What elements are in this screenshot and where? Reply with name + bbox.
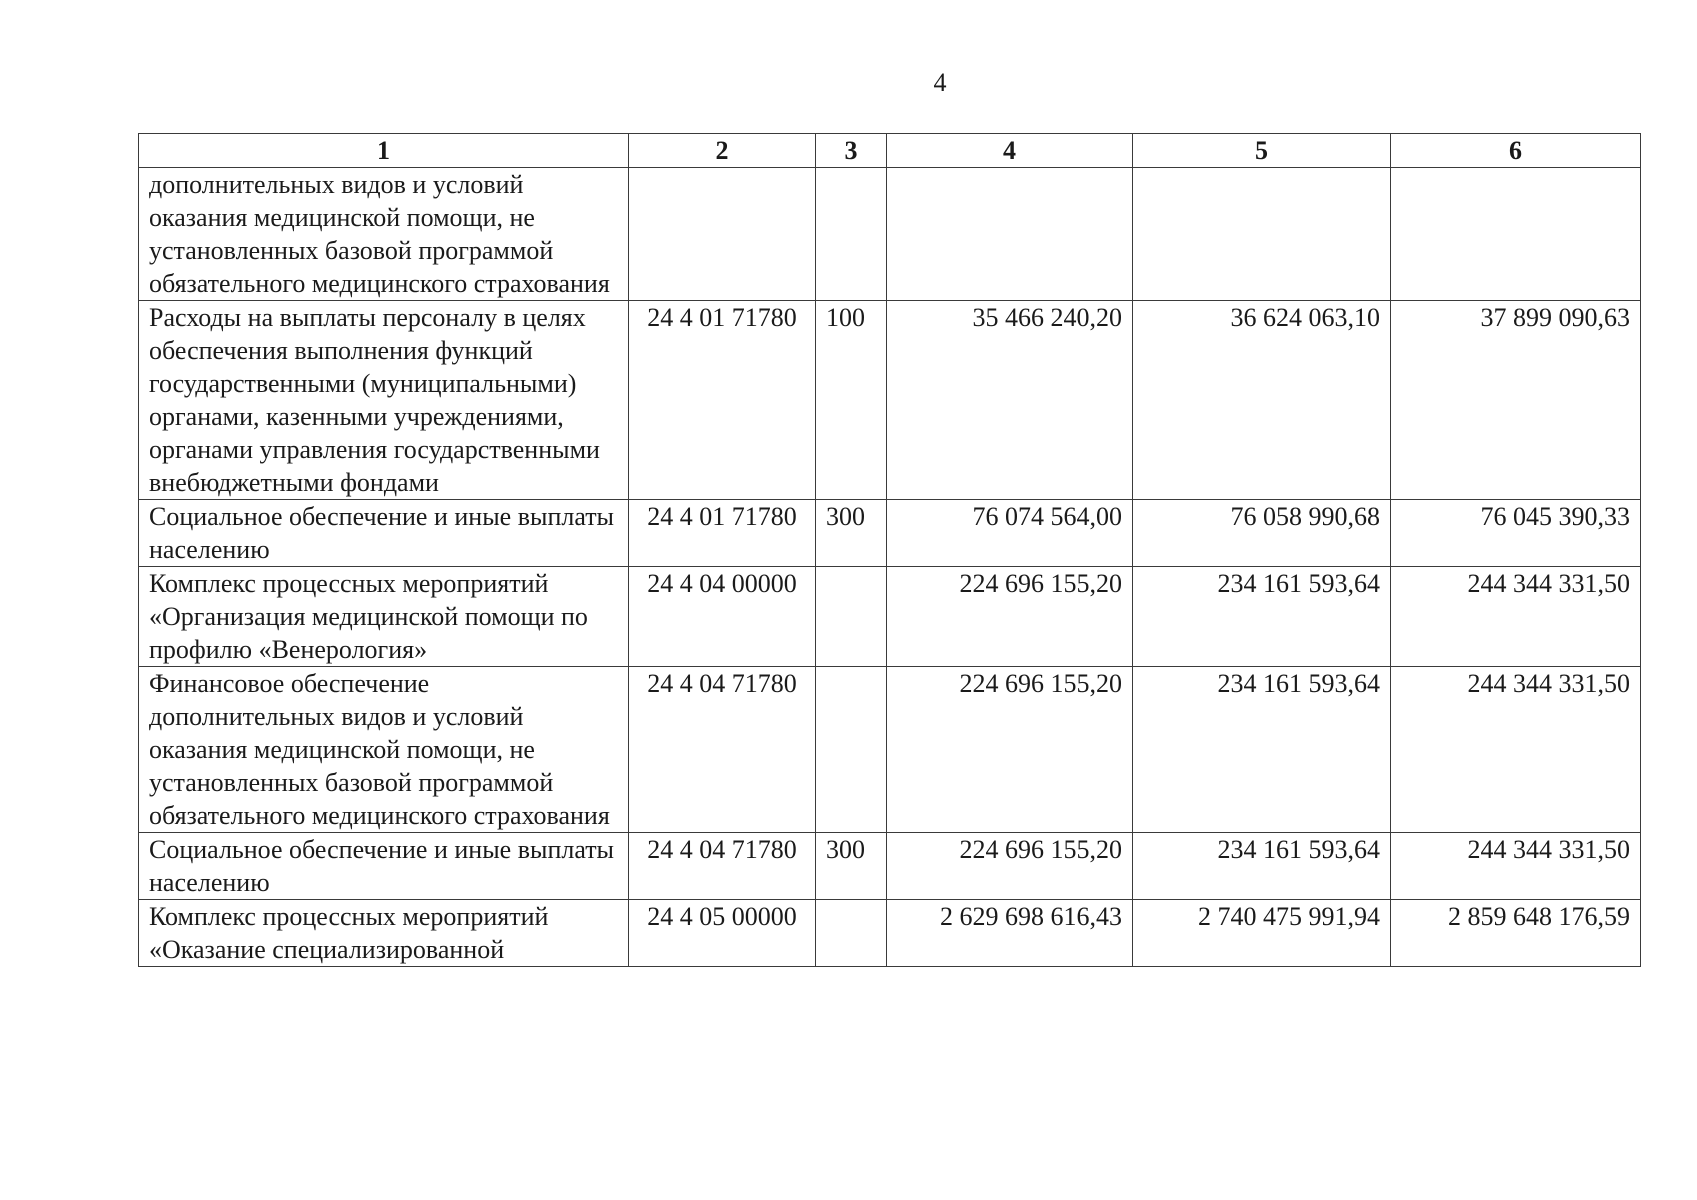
row-value-year3-cell: 37 899 090,63 (1391, 301, 1641, 500)
column-header: 6 (1391, 134, 1641, 168)
column-header: 1 (139, 134, 629, 168)
row-value-year3-cell: 244 344 331,50 (1391, 567, 1641, 667)
row-code-cell: 24 4 01 71780 (629, 301, 816, 500)
table-row (139, 301, 1641, 500)
row-value-year1-cell: 224 696 155,20 (887, 567, 1133, 667)
page-number: 4 (933, 68, 947, 97)
row-name-cell: дополнительных видов и условий оказания медицинской помощи, не установленных базовой программой обязательного медицинского страхования (139, 168, 629, 301)
row-value-year2-cell: 2 740 475 991,94 (1133, 900, 1391, 967)
column-header: 3 (816, 134, 887, 168)
row-code-cell: 24 4 01 71780 (629, 500, 816, 567)
column-header: 5 (1133, 134, 1391, 168)
row-value-year3-cell: 244 344 331,50 (1391, 667, 1641, 833)
row-name-cell: Финансовое обеспечение дополнительных видов и условий оказания медицинской помощи, не установленных базовой программой обязательного медицинского страхования (139, 667, 629, 833)
table-row (139, 168, 1641, 301)
row-value-year2-cell: 234 161 593,64 (1133, 833, 1391, 900)
row-type-cell (816, 567, 887, 667)
row-code-cell: 24 4 04 71780 (629, 833, 816, 900)
table-row (139, 500, 1641, 567)
table-row (139, 667, 1641, 833)
row-value-year1-cell: 224 696 155,20 (887, 833, 1133, 900)
row-value-year3-cell: 2 859 648 176,59 (1391, 900, 1641, 967)
row-type-cell (816, 900, 887, 967)
row-value-year1-cell: 76 074 564,00 (887, 500, 1133, 567)
row-value-year2-cell (1133, 168, 1391, 301)
row-code-cell (629, 168, 816, 301)
row-type-cell: 100 (816, 301, 887, 500)
row-value-year3-cell: 76 045 390,33 (1391, 500, 1641, 567)
table-row (139, 567, 1641, 667)
row-type-cell: 300 (816, 500, 887, 567)
row-code-cell: 24 4 05 00000 (629, 900, 816, 967)
row-name-cell: Социальное обеспечение и иные выплаты населению (139, 833, 629, 900)
row-value-year2-cell: 76 058 990,68 (1133, 500, 1391, 567)
row-value-year1-cell: 224 696 155,20 (887, 667, 1133, 833)
row-value-year3-cell (1391, 168, 1641, 301)
table-header-row (139, 134, 1641, 168)
row-value-year1-cell: 2 629 698 616,43 (887, 900, 1133, 967)
budget-table (138, 133, 1641, 967)
row-name-cell: Комплекс процессных мероприятий «Организация медицинской помощи по профилю «Венерология» (139, 567, 629, 667)
row-value-year2-cell: 234 161 593,64 (1133, 667, 1391, 833)
row-name-cell: Расходы на выплаты персоналу в целях обеспечения выполнения функций государственными (муниципальными) органами, казенными учреждениями, органами управления государственными внебюджетными фондами (139, 301, 629, 500)
row-code-cell: 24 4 04 00000 (629, 567, 816, 667)
row-type-cell (816, 168, 887, 301)
row-name-cell: Социальное обеспечение и иные выплаты населению (139, 500, 629, 567)
row-value-year1-cell (887, 168, 1133, 301)
table-row (139, 900, 1641, 967)
row-name-cell: Комплекс процессных мероприятий «Оказание специализированной (139, 900, 629, 967)
column-header: 2 (629, 134, 816, 168)
row-type-cell: 300 (816, 833, 887, 900)
column-header: 4 (887, 134, 1133, 168)
row-value-year2-cell: 234 161 593,64 (1133, 567, 1391, 667)
row-type-cell (816, 667, 887, 833)
row-value-year1-cell: 35 466 240,20 (887, 301, 1133, 500)
table-row (139, 833, 1641, 900)
row-value-year2-cell: 36 624 063,10 (1133, 301, 1391, 500)
row-code-cell: 24 4 04 71780 (629, 667, 816, 833)
row-value-year3-cell: 244 344 331,50 (1391, 833, 1641, 900)
